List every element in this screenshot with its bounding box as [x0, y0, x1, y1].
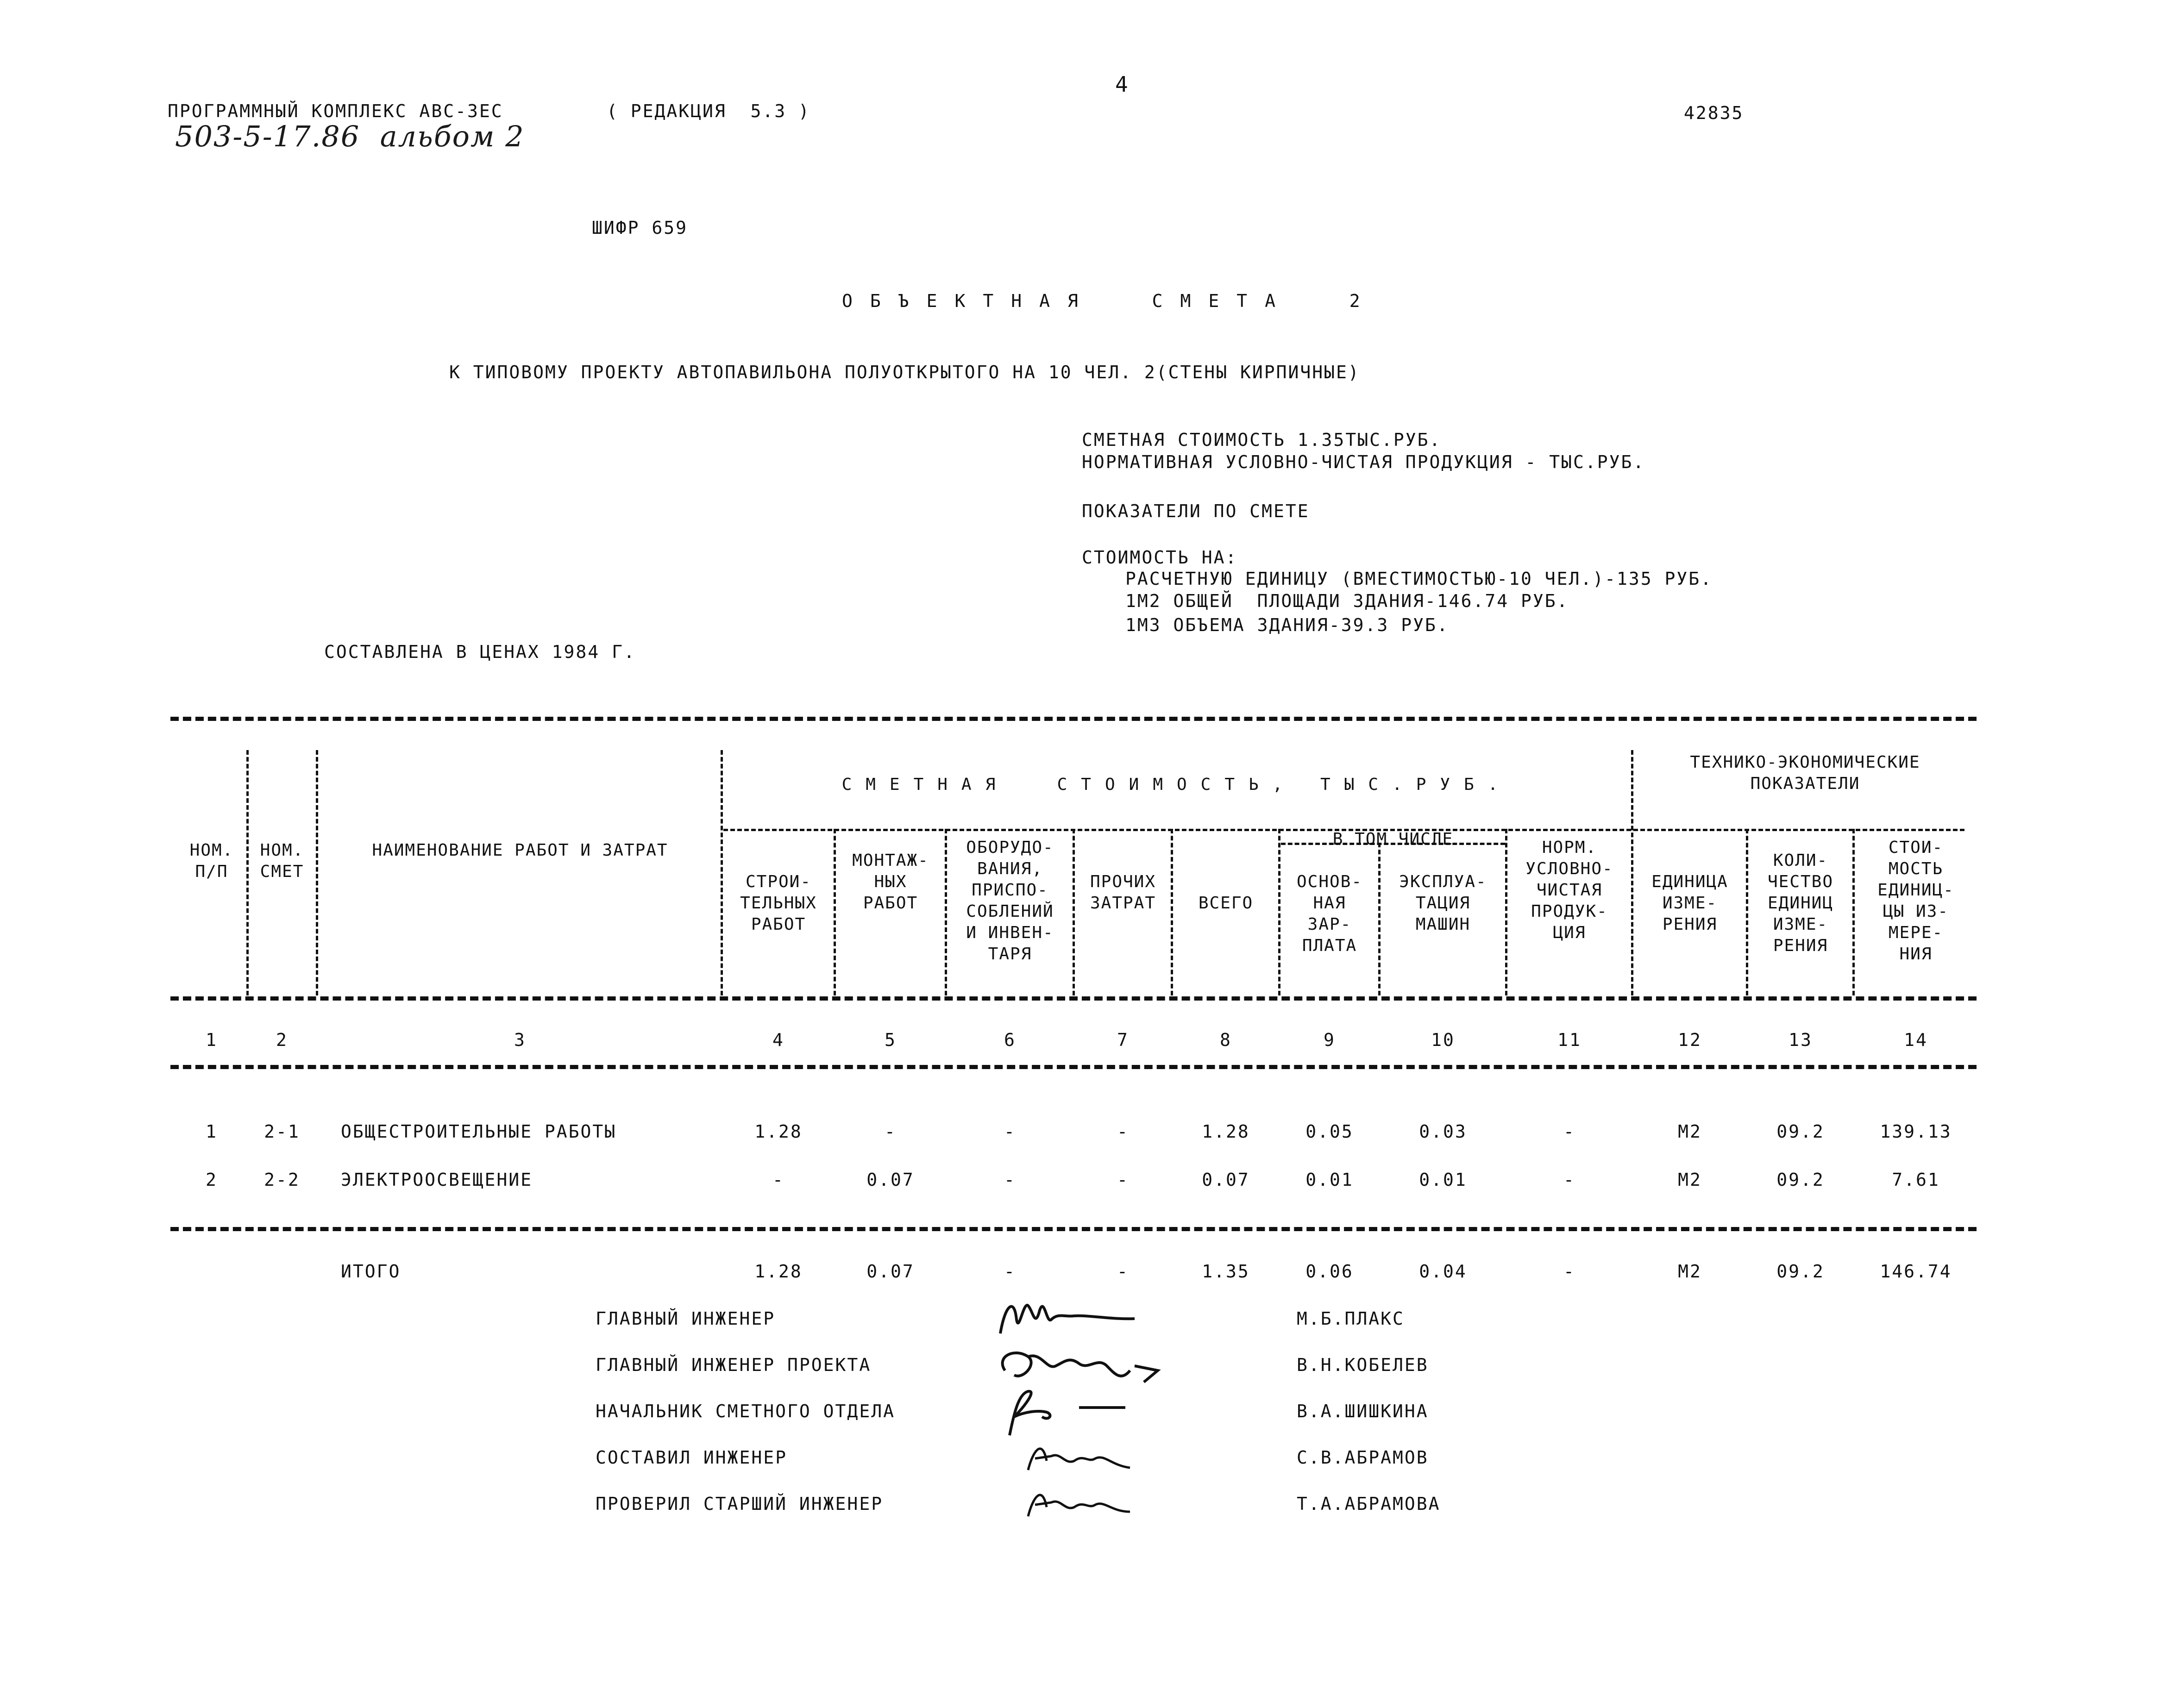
col-sep — [316, 750, 318, 995]
col-sep — [834, 829, 836, 995]
col-sep — [1073, 829, 1075, 995]
header-col-9: ОСНОВ- НАЯ ЗАР- ПЛАТА — [1296, 872, 1363, 955]
cell: ОБЩЕСТРОИТЕЛЬНЫЕ РАБОТЫ — [341, 1121, 617, 1142]
col-sep — [1278, 829, 1280, 995]
header-col-5: МОНТАЖ- НЫХ РАБОТ — [852, 851, 929, 913]
column-number: 6 — [1004, 1030, 1016, 1050]
column-number: 3 — [514, 1030, 526, 1050]
document-subtitle: К ТИПОВОМУ ПРОЕКТУ АВТОПАВИЛЬОНА ПОЛУОТКРЫТОГО НА 10 ЧЕЛ. 2(СТЕНЫ КИРПИЧНЫЕ) — [449, 362, 1360, 382]
header-col-11: НОРМ. УСЛОВНО- ЧИСТАЯ ПРОДУК- ЦИЯ — [1525, 838, 1613, 942]
cell: 0.06 — [1305, 1261, 1354, 1282]
col-sep — [1746, 829, 1748, 995]
header-col-1: НОМ. П/П — [189, 841, 234, 881]
cell: 0.07 — [866, 1170, 915, 1190]
header-col-12: ЕДИНИЦА ИЗМЕ- РЕНИЯ — [1651, 872, 1728, 934]
cost-per-unit: РАСЧЕТНУЮ ЕДИНИЦУ (ВМЕСТИМОСТЬЮ-10 ЧЕЛ.)-135 РУБ. — [1125, 569, 1713, 589]
estimated-cost: СМЕТНАЯ СТОИМОСТЬ 1.35ТЫС.РУБ. — [1082, 430, 1442, 450]
cell: 0.04 — [1419, 1261, 1467, 1282]
cell: 09.2 — [1776, 1261, 1825, 1282]
signature-scribble — [996, 1292, 1144, 1343]
signature-scribble — [1019, 1479, 1139, 1526]
signature-role: СОСТАВИЛ ИНЖЕНЕР — [596, 1447, 788, 1468]
col-sep — [1852, 829, 1855, 995]
column-number: 4 — [772, 1030, 784, 1050]
column-number: 8 — [1220, 1030, 1232, 1050]
cell: 1.35 — [1202, 1261, 1250, 1282]
cell: - — [1117, 1121, 1129, 1142]
signature-name: М.Б.ПЛАКС — [1297, 1308, 1405, 1329]
subgroup-header-incl: В ТОМ ЧИСЛЕ — [1332, 830, 1454, 849]
page-number: 4 — [1115, 72, 1130, 97]
header-col-6: ОБОРУДО- ВАНИЯ, ПРИСПО- СОБЛЕНИЙ И ИНВЕН- ТАРЯ — [966, 838, 1054, 964]
signature-scribble — [996, 1384, 1135, 1440]
column-number: 14 — [1904, 1030, 1928, 1050]
signature-name: В.А.ШИШКИНА — [1297, 1401, 1429, 1421]
cell: М2 — [1678, 1170, 1702, 1190]
cell: - — [1563, 1121, 1575, 1142]
signature-role: ГЛАВНЫЙ ИНЖЕНЕР ПРОЕКТА — [596, 1355, 872, 1375]
cipher: ШИФР 659 — [592, 218, 688, 238]
total-label: ИТОГО — [341, 1261, 401, 1282]
col-sep — [1171, 829, 1173, 995]
cell: - — [1004, 1261, 1016, 1282]
body-bottom-rule — [170, 1227, 1977, 1231]
header-col-10: ЭКСПЛУА- ТАЦИЯ МАШИН — [1399, 872, 1487, 934]
cell: 0.03 — [1419, 1121, 1467, 1142]
cell: - — [1117, 1170, 1129, 1190]
cost-per-m2: 1М2 ОБЩЕЙ ПЛОЩАДИ ЗДАНИЯ-146.74 РУБ. — [1125, 591, 1569, 611]
normative-product: НОРМАТИВНАЯ УСЛОВНО-ЧИСТАЯ ПРОДУКЦИЯ - ТЫС.РУБ. — [1082, 452, 1645, 472]
cell: 139.13 — [1880, 1121, 1952, 1142]
cell: 1.28 — [754, 1121, 803, 1142]
signature-role: ПРОВЕРИЛ СТАРШИЙ ИНЖЕНЕР — [596, 1494, 884, 1514]
cell: 2-1 — [264, 1121, 300, 1142]
signature-name: Т.А.АБРАМОВА — [1297, 1494, 1441, 1514]
header-col-8: ВСЕГО — [1198, 894, 1254, 913]
prices-year: СОСТАВЛЕНА В ЦЕНАХ 1984 Г. — [324, 642, 636, 662]
cell: - — [1563, 1261, 1575, 1282]
handwritten-reference: 503-5-17.86 альбом 2 — [175, 119, 525, 153]
header-col-7: ПРОЧИХ ЗАТРАТ — [1090, 872, 1156, 913]
column-number-rule — [170, 1065, 1977, 1069]
cell: 09.2 — [1776, 1170, 1825, 1190]
col-sep — [721, 750, 723, 995]
column-number: 11 — [1557, 1030, 1582, 1050]
cell: - — [1563, 1170, 1575, 1190]
indicators-heading: ПОКАЗАТЕЛИ ПО СМЕТЕ — [1082, 501, 1310, 521]
signature-role: НАЧАЛЬНИК СМЕТНОГО ОТДЕЛА — [596, 1401, 895, 1421]
column-number: 10 — [1431, 1030, 1455, 1050]
document-title: ОБЪЕКТНАЯ СМЕТА 2 — [842, 291, 1378, 311]
cell: - — [1117, 1261, 1129, 1282]
cell: 0.05 — [1305, 1121, 1354, 1142]
cell: 0.01 — [1419, 1170, 1467, 1190]
column-number: 12 — [1678, 1030, 1702, 1050]
group-header-cost: СМЕТНАЯ СТОИМОСТЬ, ТЫС.РУБ. — [841, 775, 1512, 794]
table-top-rule — [170, 717, 1977, 721]
col-sep — [945, 829, 947, 995]
cell: - — [772, 1170, 784, 1190]
cell: 1 — [206, 1121, 218, 1142]
cost-per-heading: СТОИМОСТЬ НА: — [1082, 547, 1238, 568]
cell: 2-2 — [264, 1170, 300, 1190]
column-number: 9 — [1324, 1030, 1336, 1050]
signature-scribble — [1019, 1433, 1139, 1479]
col-sep — [1631, 750, 1633, 995]
cell: 09.2 — [1776, 1121, 1825, 1142]
header-col-4: СТРОИ- ТЕЛЬНЫХ РАБОТ — [740, 872, 817, 934]
document-number: 42835 — [1684, 103, 1744, 123]
col-sep — [1378, 843, 1381, 995]
cell: 0.01 — [1305, 1170, 1354, 1190]
program-name: ПРОГРАММНЫЙ КОМПЛЕКС АВС-3ЕС — [168, 101, 503, 121]
header-bottom-rule — [170, 996, 1977, 1001]
cell: - — [1004, 1121, 1016, 1142]
column-number: 1 — [206, 1030, 218, 1050]
cell: 2 — [206, 1170, 218, 1190]
column-number: 13 — [1789, 1030, 1813, 1050]
column-number: 7 — [1117, 1030, 1129, 1050]
cell: 1.28 — [754, 1261, 803, 1282]
col-sep — [1505, 829, 1507, 995]
signature-name: С.В.АБРАМОВ — [1297, 1447, 1429, 1468]
cell: 146.74 — [1880, 1261, 1952, 1282]
header-col-3: НАИМЕНОВАНИЕ РАБОТ И ЗАТРАТ — [372, 841, 668, 860]
cell: 0.07 — [1202, 1170, 1250, 1190]
column-number: 2 — [276, 1030, 288, 1050]
cell: ЭЛЕКТРООСВЕЩЕНИЕ — [341, 1170, 533, 1190]
cell: - — [1004, 1170, 1016, 1190]
cost-per-m3: 1М3 ОБЪЕМА ЗДАНИЯ-39.3 РУБ. — [1125, 615, 1449, 635]
cell: 7.61 — [1892, 1170, 1940, 1190]
cell: М2 — [1678, 1261, 1702, 1282]
cell: 1.28 — [1202, 1121, 1250, 1142]
header-col-14: СТОИ- МОСТЬ ЕДИНИЦ- ЦЫ ИЗ- МЕРЕ- НИЯ — [1877, 838, 1954, 964]
signature-role: ГЛАВНЫЙ ИНЖЕНЕР — [596, 1308, 776, 1329]
signature-name: В.Н.КОБЕЛЕВ — [1297, 1355, 1429, 1375]
edition: ( РЕДАКЦИЯ 5.3 ) — [607, 101, 810, 121]
header-col-13: КОЛИ- ЧЕСТВО ЕДИНИЦ ИЗМЕ- РЕНИЯ — [1767, 851, 1834, 955]
cell: М2 — [1678, 1121, 1702, 1142]
cell: - — [885, 1121, 897, 1142]
cell: 0.07 — [866, 1261, 915, 1282]
group-header-technical: ТЕХНИКО-ЭКОНОМИЧЕСКИЕ ПОКАЗАТЕЛИ — [1690, 753, 1920, 793]
header-col-2: НОМ. СМЕТ — [260, 841, 304, 881]
column-number: 5 — [885, 1030, 897, 1050]
